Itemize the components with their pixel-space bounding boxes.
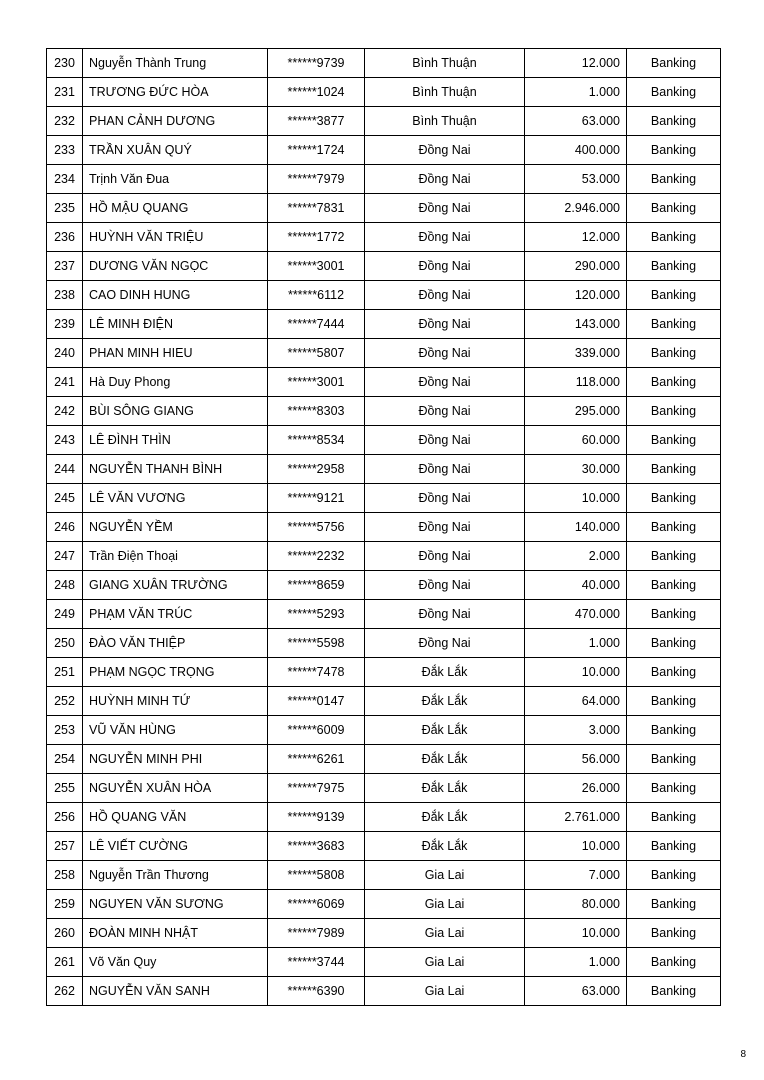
- cell-row-number: 238: [47, 281, 83, 310]
- cell-province: Đồng Nai: [365, 136, 525, 165]
- cell-amount: 2.761.000: [525, 803, 627, 832]
- cell-account-number: ******7979: [268, 165, 365, 194]
- cell-province: Bình Thuận: [365, 107, 525, 136]
- cell-account-number: ******5807: [268, 339, 365, 368]
- cell-donor-name: Trịnh Văn Đua: [83, 165, 268, 194]
- cell-donor-name: NGUYỄN VĂN SANH: [83, 977, 268, 1006]
- cell-account-number: ******7989: [268, 919, 365, 948]
- cell-donor-name: PHẠM NGỌC TRỌNG: [83, 658, 268, 687]
- cell-payment-method: Banking: [627, 803, 721, 832]
- cell-donor-name: Hà Duy Phong: [83, 368, 268, 397]
- cell-payment-method: Banking: [627, 223, 721, 252]
- table-row: [47, 774, 721, 803]
- cell-amount: 63.000: [525, 107, 627, 136]
- cell-donor-name: TRẦN XUÂN QUÝ: [83, 136, 268, 165]
- table-row: [47, 281, 721, 310]
- cell-payment-method: Banking: [627, 861, 721, 890]
- cell-account-number: ******1724: [268, 136, 365, 165]
- cell-account-number: ******3744: [268, 948, 365, 977]
- cell-row-number: 249: [47, 600, 83, 629]
- cell-donor-name: NGUYỄN THANH BÌNH: [83, 455, 268, 484]
- table-row: [47, 78, 721, 107]
- cell-amount: 10.000: [525, 658, 627, 687]
- table-row: [47, 977, 721, 1006]
- cell-donor-name: NGUYỄN MINH PHI: [83, 745, 268, 774]
- cell-account-number: ******6009: [268, 716, 365, 745]
- cell-row-number: 255: [47, 774, 83, 803]
- cell-payment-method: Banking: [627, 49, 721, 78]
- cell-amount: 7.000: [525, 861, 627, 890]
- table-row: [47, 890, 721, 919]
- cell-amount: 400.000: [525, 136, 627, 165]
- cell-amount: 12.000: [525, 223, 627, 252]
- cell-payment-method: Banking: [627, 948, 721, 977]
- cell-row-number: 237: [47, 252, 83, 281]
- cell-amount: 143.000: [525, 310, 627, 339]
- cell-payment-method: Banking: [627, 426, 721, 455]
- cell-donor-name: PHAN MINH HIEU: [83, 339, 268, 368]
- cell-amount: 10.000: [525, 484, 627, 513]
- cell-province: Bình Thuận: [365, 49, 525, 78]
- table-row: [47, 484, 721, 513]
- cell-account-number: ******6112: [268, 281, 365, 310]
- cell-province: Gia Lai: [365, 890, 525, 919]
- cell-row-number: 247: [47, 542, 83, 571]
- cell-row-number: 244: [47, 455, 83, 484]
- cell-donor-name: PHAN CẢNH DƯƠNG: [83, 107, 268, 136]
- cell-amount: 60.000: [525, 426, 627, 455]
- cell-province: Đồng Nai: [365, 426, 525, 455]
- cell-row-number: 231: [47, 78, 83, 107]
- cell-payment-method: Banking: [627, 78, 721, 107]
- cell-payment-method: Banking: [627, 919, 721, 948]
- cell-account-number: ******6390: [268, 977, 365, 1006]
- cell-payment-method: Banking: [627, 194, 721, 223]
- cell-province: Đồng Nai: [365, 252, 525, 281]
- cell-payment-method: Banking: [627, 629, 721, 658]
- cell-donor-name: Võ Văn Quy: [83, 948, 268, 977]
- cell-amount: 118.000: [525, 368, 627, 397]
- cell-amount: 2.946.000: [525, 194, 627, 223]
- cell-row-number: 260: [47, 919, 83, 948]
- cell-row-number: 242: [47, 397, 83, 426]
- cell-amount: 10.000: [525, 832, 627, 861]
- cell-donor-name: LÊ VĂN VƯƠNG: [83, 484, 268, 513]
- cell-donor-name: HUỲNH MINH TỨ: [83, 687, 268, 716]
- cell-province: Đắk Lắk: [365, 832, 525, 861]
- cell-row-number: 230: [47, 49, 83, 78]
- page-number: 8: [740, 1049, 746, 1060]
- table-row: [47, 600, 721, 629]
- cell-row-number: 262: [47, 977, 83, 1006]
- cell-payment-method: Banking: [627, 542, 721, 571]
- table-row: [47, 832, 721, 861]
- cell-row-number: 245: [47, 484, 83, 513]
- table-row: [47, 310, 721, 339]
- cell-row-number: 235: [47, 194, 83, 223]
- table-row: [47, 426, 721, 455]
- cell-amount: 290.000: [525, 252, 627, 281]
- cell-province: Đắk Lắk: [365, 745, 525, 774]
- cell-account-number: ******1024: [268, 78, 365, 107]
- cell-payment-method: Banking: [627, 832, 721, 861]
- cell-donor-name: NGUYỄN XUÂN HÒA: [83, 774, 268, 803]
- cell-donor-name: TRƯƠNG ĐỨC HÒA: [83, 78, 268, 107]
- cell-donor-name: LÊ MINH ĐIỆN: [83, 310, 268, 339]
- cell-province: Đồng Nai: [365, 571, 525, 600]
- cell-province: Đồng Nai: [365, 397, 525, 426]
- cell-donor-name: Nguyễn Trần Thương: [83, 861, 268, 890]
- cell-row-number: 256: [47, 803, 83, 832]
- cell-account-number: ******3877: [268, 107, 365, 136]
- cell-payment-method: Banking: [627, 687, 721, 716]
- cell-donor-name: NGUYỄN YỀM: [83, 513, 268, 542]
- cell-province: Đồng Nai: [365, 281, 525, 310]
- cell-payment-method: Banking: [627, 136, 721, 165]
- cell-account-number: ******7831: [268, 194, 365, 223]
- cell-amount: 140.000: [525, 513, 627, 542]
- cell-province: Đồng Nai: [365, 542, 525, 571]
- cell-payment-method: Banking: [627, 658, 721, 687]
- cell-payment-method: Banking: [627, 339, 721, 368]
- cell-payment-method: Banking: [627, 107, 721, 136]
- table-row: [47, 716, 721, 745]
- cell-account-number: ******5808: [268, 861, 365, 890]
- cell-province: Đắk Lắk: [365, 687, 525, 716]
- cell-donor-name: LÊ VIẾT CƯỜNG: [83, 832, 268, 861]
- cell-row-number: 252: [47, 687, 83, 716]
- cell-row-number: 241: [47, 368, 83, 397]
- cell-payment-method: Banking: [627, 310, 721, 339]
- table-row: [47, 165, 721, 194]
- cell-province: Bình Thuận: [365, 78, 525, 107]
- cell-province: Đồng Nai: [365, 310, 525, 339]
- cell-row-number: 250: [47, 629, 83, 658]
- cell-row-number: 233: [47, 136, 83, 165]
- cell-account-number: ******8534: [268, 426, 365, 455]
- table-row: [47, 397, 721, 426]
- table-row: [47, 49, 721, 78]
- cell-donor-name: HỒ QUANG VĂN: [83, 803, 268, 832]
- table-row: [47, 194, 721, 223]
- cell-donor-name: LÊ ĐÌNH THÌN: [83, 426, 268, 455]
- table-row: [47, 542, 721, 571]
- cell-province: Đồng Nai: [365, 368, 525, 397]
- cell-account-number: ******7975: [268, 774, 365, 803]
- cell-donor-name: CAO DINH HUNG: [83, 281, 268, 310]
- cell-row-number: 254: [47, 745, 83, 774]
- cell-province: Đắk Lắk: [365, 658, 525, 687]
- cell-amount: 1.000: [525, 629, 627, 658]
- cell-row-number: 236: [47, 223, 83, 252]
- cell-account-number: ******3001: [268, 252, 365, 281]
- cell-province: Gia Lai: [365, 948, 525, 977]
- cell-payment-method: Banking: [627, 397, 721, 426]
- cell-account-number: ******0147: [268, 687, 365, 716]
- cell-donor-name: HỒ MẬU QUANG: [83, 194, 268, 223]
- donation-table: [46, 48, 721, 1006]
- cell-province: Đồng Nai: [365, 513, 525, 542]
- table-row: [47, 455, 721, 484]
- cell-payment-method: Banking: [627, 890, 721, 919]
- cell-amount: 40.000: [525, 571, 627, 600]
- cell-amount: 56.000: [525, 745, 627, 774]
- cell-payment-method: Banking: [627, 368, 721, 397]
- cell-row-number: 251: [47, 658, 83, 687]
- cell-province: Đắk Lắk: [365, 803, 525, 832]
- cell-row-number: 232: [47, 107, 83, 136]
- cell-amount: 1.000: [525, 78, 627, 107]
- cell-province: Đồng Nai: [365, 165, 525, 194]
- cell-amount: 1.000: [525, 948, 627, 977]
- cell-row-number: 240: [47, 339, 83, 368]
- cell-account-number: ******2958: [268, 455, 365, 484]
- cell-account-number: ******8659: [268, 571, 365, 600]
- table-row: [47, 745, 721, 774]
- cell-amount: 30.000: [525, 455, 627, 484]
- cell-province: Đồng Nai: [365, 484, 525, 513]
- cell-province: Đồng Nai: [365, 600, 525, 629]
- cell-donor-name: Nguyễn Thành Trung: [83, 49, 268, 78]
- table-row: [47, 513, 721, 542]
- cell-payment-method: Banking: [627, 281, 721, 310]
- table-row: [47, 861, 721, 890]
- cell-donor-name: GIANG XUÂN TRƯỜNG: [83, 571, 268, 600]
- cell-row-number: 258: [47, 861, 83, 890]
- cell-amount: 3.000: [525, 716, 627, 745]
- cell-amount: 26.000: [525, 774, 627, 803]
- cell-account-number: ******7444: [268, 310, 365, 339]
- cell-payment-method: Banking: [627, 716, 721, 745]
- cell-amount: 2.000: [525, 542, 627, 571]
- cell-payment-method: Banking: [627, 571, 721, 600]
- table-row: [47, 252, 721, 281]
- cell-row-number: 261: [47, 948, 83, 977]
- cell-row-number: 243: [47, 426, 83, 455]
- cell-row-number: 234: [47, 165, 83, 194]
- cell-donor-name: ĐOÀN MINH NHẬT: [83, 919, 268, 948]
- table-row: [47, 919, 721, 948]
- table-row: [47, 136, 721, 165]
- cell-account-number: ******2232: [268, 542, 365, 571]
- table-row: [47, 107, 721, 136]
- cell-account-number: ******6261: [268, 745, 365, 774]
- cell-amount: 10.000: [525, 919, 627, 948]
- cell-amount: 120.000: [525, 281, 627, 310]
- cell-account-number: ******5293: [268, 600, 365, 629]
- cell-account-number: ******5756: [268, 513, 365, 542]
- table-row: [47, 948, 721, 977]
- cell-account-number: ******9139: [268, 803, 365, 832]
- cell-donor-name: NGUYEN VĂN SƯƠNG: [83, 890, 268, 919]
- table-row: [47, 658, 721, 687]
- cell-province: Đồng Nai: [365, 629, 525, 658]
- cell-donor-name: ĐÀO VĂN THIỆP: [83, 629, 268, 658]
- table-body: [47, 49, 721, 1006]
- cell-payment-method: Banking: [627, 745, 721, 774]
- cell-account-number: ******8303: [268, 397, 365, 426]
- cell-row-number: 246: [47, 513, 83, 542]
- cell-donor-name: DƯƠNG VĂN NGỌC: [83, 252, 268, 281]
- table-row: [47, 571, 721, 600]
- cell-province: Đồng Nai: [365, 223, 525, 252]
- cell-donor-name: BÙI SÔNG GIANG: [83, 397, 268, 426]
- cell-account-number: ******3001: [268, 368, 365, 397]
- cell-donor-name: VŨ VĂN HÙNG: [83, 716, 268, 745]
- cell-payment-method: Banking: [627, 455, 721, 484]
- table-row: [47, 223, 721, 252]
- cell-amount: 63.000: [525, 977, 627, 1006]
- cell-row-number: 239: [47, 310, 83, 339]
- cell-amount: 12.000: [525, 49, 627, 78]
- cell-account-number: ******3683: [268, 832, 365, 861]
- cell-account-number: ******9121: [268, 484, 365, 513]
- cell-province: Đắk Lắk: [365, 774, 525, 803]
- cell-province: Đồng Nai: [365, 455, 525, 484]
- cell-donor-name: Trần Điện Thoại: [83, 542, 268, 571]
- cell-row-number: 259: [47, 890, 83, 919]
- cell-payment-method: Banking: [627, 600, 721, 629]
- cell-amount: 53.000: [525, 165, 627, 194]
- cell-amount: 80.000: [525, 890, 627, 919]
- cell-account-number: ******6069: [268, 890, 365, 919]
- table-row: [47, 368, 721, 397]
- cell-amount: 339.000: [525, 339, 627, 368]
- cell-donor-name: HUỲNH VĂN TRIỆU: [83, 223, 268, 252]
- cell-payment-method: Banking: [627, 252, 721, 281]
- cell-account-number: ******5598: [268, 629, 365, 658]
- cell-amount: 64.000: [525, 687, 627, 716]
- cell-province: Gia Lai: [365, 919, 525, 948]
- cell-row-number: 257: [47, 832, 83, 861]
- cell-province: Gia Lai: [365, 861, 525, 890]
- table-row: [47, 629, 721, 658]
- table-row: [47, 687, 721, 716]
- cell-donor-name: PHẠM VĂN TRÚC: [83, 600, 268, 629]
- cell-payment-method: Banking: [627, 513, 721, 542]
- cell-province: Đồng Nai: [365, 194, 525, 223]
- cell-account-number: ******7478: [268, 658, 365, 687]
- cell-amount: 470.000: [525, 600, 627, 629]
- cell-province: Đắk Lắk: [365, 716, 525, 745]
- cell-account-number: ******1772: [268, 223, 365, 252]
- cell-province: Gia Lai: [365, 977, 525, 1006]
- cell-row-number: 248: [47, 571, 83, 600]
- cell-payment-method: Banking: [627, 165, 721, 194]
- cell-payment-method: Banking: [627, 977, 721, 1006]
- table-row: [47, 339, 721, 368]
- cell-payment-method: Banking: [627, 774, 721, 803]
- cell-account-number: ******9739: [268, 49, 365, 78]
- table-row: [47, 803, 721, 832]
- cell-province: Đồng Nai: [365, 339, 525, 368]
- cell-payment-method: Banking: [627, 484, 721, 513]
- cell-amount: 295.000: [525, 397, 627, 426]
- cell-row-number: 253: [47, 716, 83, 745]
